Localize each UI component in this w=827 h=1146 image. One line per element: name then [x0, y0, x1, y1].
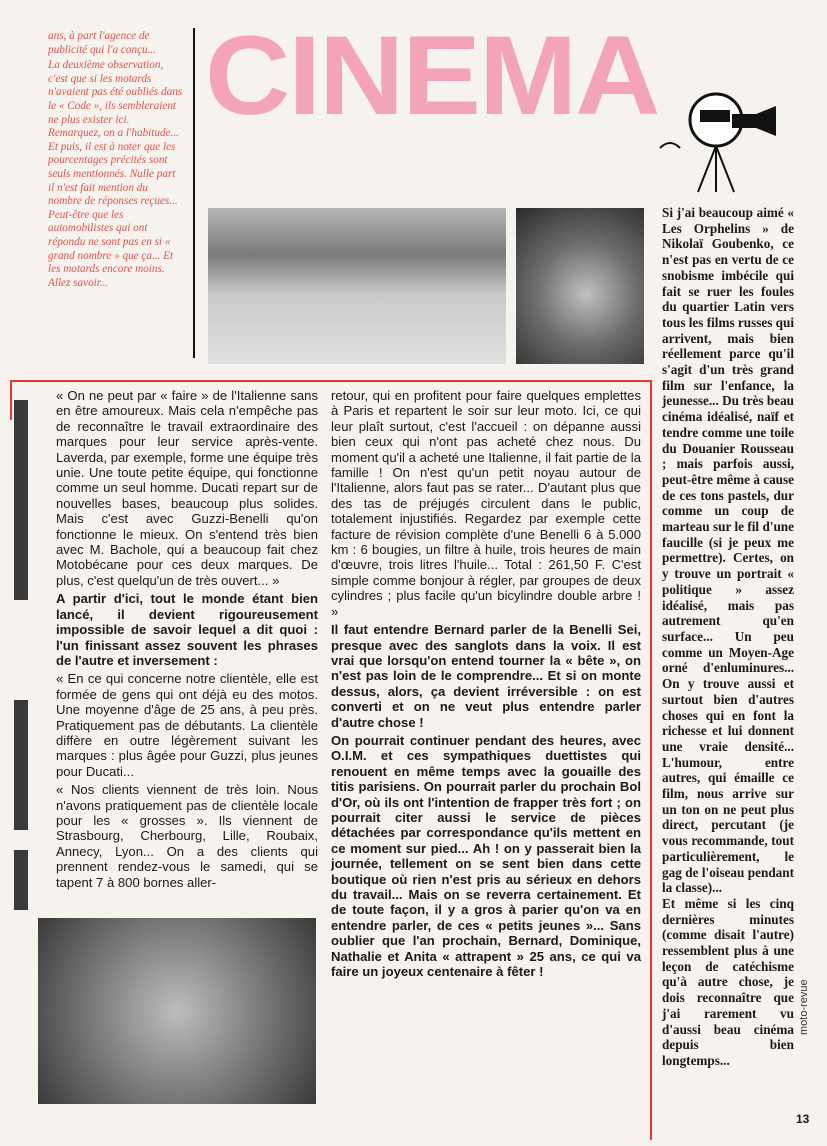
magazine-name: moto-revue	[798, 979, 810, 1035]
paragraph: retour, qui en profitent pour faire quelques emplettes à Paris et repartent le soir sur leur moto. Ici, ce qui leur plaît surtout, c'est l'accueil : on dépanne aussi bien ceux qui n'ont pas acheté chez nous. Du moment qu'il a acheté une Italienne, il fait partie de la famille ! On n'est qu'un petit noyau autour de l'Italienne, alors faut pas se rater... D'autant plus que des tas de préjugés circulent dans le public, totalement injustifiés. Regardez par exemple cette facture de révision complète d'une Benelli 6 à 5.000 km : 6 bougies, un filtre à huile, trois heures de main d'œuvre, trois litres l'huile... Total : 261,50 F. C'est simple comme bonjour à régler, par groupes de deux cylindres ; plus facile qu'un bicylindre double arbre ! »	[331, 388, 641, 619]
paragraph: « Nos clients viennent de très loin. Nous n'avons pratiquement pas de clientèle locale pour les « grosses ». Ils viennent de Strasbourg, Cherbourg, Lille, Roubaix, Annecy, Lyon... On a des clients qui prennent rendez-vous le samedi, qui se tapent 7 à 800 bornes aller-	[56, 782, 318, 890]
page-number: 13	[796, 1112, 810, 1126]
sidebar-text	[48, 30, 184, 292]
vertical-divider	[193, 28, 195, 358]
paragraph: « En ce qui concerne notre clientèle, elle est formée de gens qui ont déjà eu des motos. Une moyenne d'âge de 25 ans, à peu près. Pratiquement pas de débutants. La clientèle diffère en outre légèrement suivant les marques : plus âgée pour Guzzi, plus jeunes pour Ducati...	[56, 671, 318, 779]
film-strip-decoration	[14, 400, 28, 600]
paragraph: « On ne peut par « faire » de l'Italienne sans en être amoureux. Mais cela n'empêche pas de reconnaître le travail extraordinaire des marques pour leur service après-vente. Laverda, par exemple, forme une équipe très unie. Une toute petite équipe, qui fonctionne comme un seul homme. Ducati repart sur de nouvelles bases, beaucoup plus solides. Mais c'est avec Guzzi-Benelli qu'on fonctionne le mieux. On s'entend très bien avec M. Bachole, qui a beaucoup fait chez Motobécane pour ces deux marques. De plus, c'est quelqu'un de très ouvert... »	[56, 388, 318, 588]
article-column-2	[331, 388, 641, 982]
film-still-village	[208, 208, 506, 364]
cinema-review-column	[662, 205, 794, 1069]
review-paragraph-1: Si j'ai beaucoup aimé « Les Orphelins » de Nikolaï Goubenko, ce n'est pas en vertu de ce snobisme imbécile qui fait se ruer les foules du quartier Latin vers tous les films russes qui arrivent, mais bien réellement parce qu'il s'agit d'un très grand film sur l'enfance, la jeunesse... Du très beau cinéma idéalisé, naïf et tendre comme une toile du Douanier Rousseau ; mais parfois aussi, peut-être même à cause de ces tons pastels, dur comme un coup de marteau sur le fil d'une faucille (si je peux me permettre). Certes, on y trouve un portrait « politique » assez idéalisé, mais pas autrement qu'en surface... Un peu comme un Moyen-Age orné d'enluminures... On y trouve aussi et surtout bien d'autres choses qui en font la richesse et lui donnent une vraie densité... L'humour, entre autres, qui émaille ce film, nous arrive sur un ton on ne peut plus direct, percutant (je vous recommande, tout particulièrement, le gag de l'oiseau pendant la classe)...	[662, 205, 794, 896]
film-still-boy-portrait	[516, 208, 644, 364]
photo-man-portrait	[38, 918, 316, 1104]
sidebar-paragraph-1: ans, à part l'agence de publicité qui l'a conçu...	[48, 30, 157, 56]
frame-left-border	[10, 380, 12, 420]
film-strip-decoration	[14, 850, 28, 910]
frame-top-border	[10, 380, 652, 382]
paragraph-bold: On pourrait continuer pendant des heures, avec O.I.M. et ces sympathiques duettistes qui renouent en même temps avec la gouaille des titis parisiens. On pourrait parler du prochain Bol d'Or, où ils ont l'intention de frapper très fort ; on pourrait citer aussi le service de pièces détachées par correspondance qu'ils mettent en ce moment sur pied... Ah ! on y passerait bien la journée, tellement on se sent bien dans cette boutique où rien n'est pris au sérieux en dehors du travail... Mais on se reverra certainement. Et de toute façon, il y a gros à parier qu'on va en entendre parler, de ces « petits jeunes »... Sans oublier que l'an prochain, Bernard, Dominique, Nathalie et Anita « attrapent » 25 ans, ce qui va faire un joyeux centenaire à fêter !	[331, 732, 641, 980]
review-paragraph-2: Et même si les cinq dernières minutes (comme disait l'autre) ressemblent plus à une leçon de catéchisme qu'à autre chose, je dois reconnaître que j'ai rarement vu d'aussi beau cinéma depuis bien longtemps...	[662, 895, 794, 1068]
camera-icon	[658, 80, 778, 195]
page-title: CINEMA	[205, 13, 659, 139]
paragraph-bold: A partir d'ici, tout le monde étant bien lancé, il devient rigoureusement impossible de savoir lequel a dit quoi : l'un finissant assez souvent les phrases de l'autre et inversement :	[56, 591, 318, 668]
film-strip-decoration	[14, 700, 28, 830]
article-column-1	[56, 388, 318, 893]
paragraph-bold: Il faut entendre Bernard parler de la Benelli Sei, presque avec des sanglots dans la voix. Il est vrai que lorsqu'on entend tourner la « bête », on n'est pas loin de le comprendre... Et si on monte dessus, alors, ça devient irréversible : on est converti et on ne veut plus entendre parler d'autre chose !	[331, 622, 641, 730]
sidebar-paragraph-2: La deuxième observation, c'est que si les motards n'avaient pas été oubliés dans le « Code », ils sembleraient ne plus exister ici. Remarquez, on a l'habitude... Et puis, il est à noter que les pourcentages précités sont seuls mentionnés. Nulle part il n'est fait mention du nombre de réponses reçues... Peut-être que les automobilistes qui ont répondu ne sont pas en si « grand nombre » que ça... Et les motards encore moins. Allez savoir...	[48, 59, 183, 289]
frame-right-border	[650, 380, 652, 1140]
